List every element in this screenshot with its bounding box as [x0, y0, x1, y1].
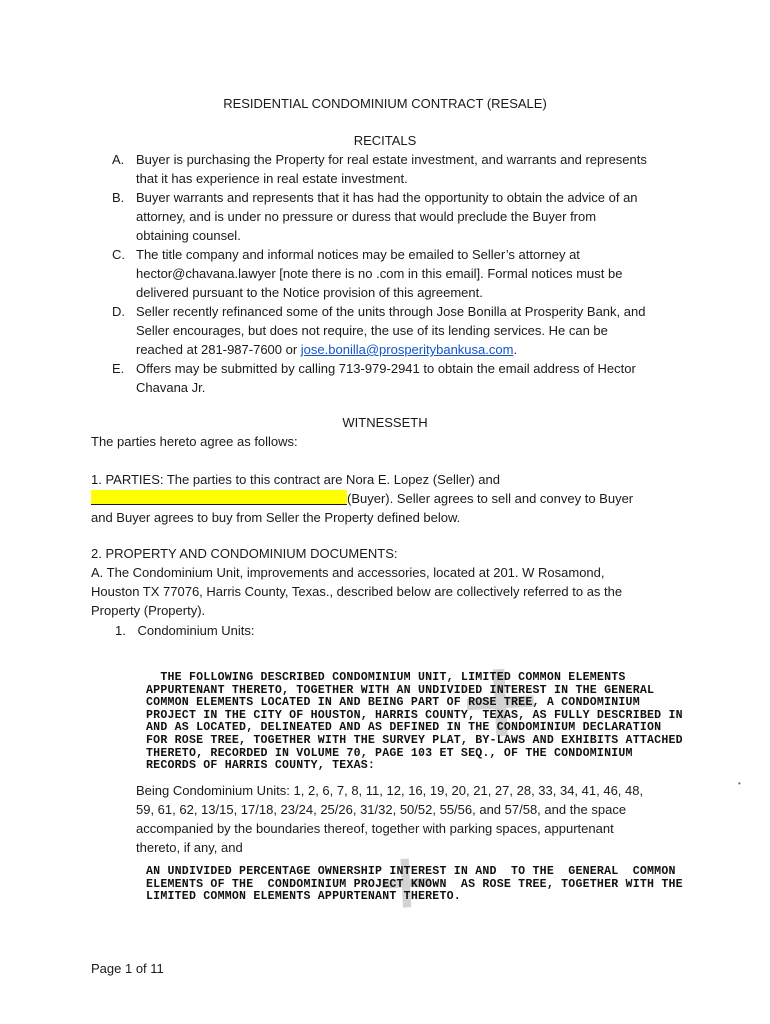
parties-section [91, 470, 691, 527]
recital-line: that it has experience in real estate investment. [136, 171, 408, 186]
recitals-list [112, 150, 692, 397]
page-number: Page 1 of 11 [91, 961, 164, 976]
email-link[interactable]: jose.bonilla@prosperitybankusa.com [300, 342, 514, 357]
recital-line: hector@chavana.lawyer [note there is no .com in this email]. Formal notices must be [136, 266, 623, 281]
recital-line: Buyer warrants and represents that it has had the opportunity to obtain the advice of an [136, 190, 638, 205]
witnesseth-heading: WITNESSETH [342, 415, 428, 430]
buyer-name-blank[interactable] [91, 490, 347, 505]
property-line: Property (Property). [91, 603, 206, 618]
units-paragraph [136, 781, 681, 857]
recital-letter: B. [112, 190, 125, 205]
recital-line: delivered pursuant to the Notice provision of this agreement. [136, 285, 483, 300]
sub-number: 1. [115, 623, 126, 638]
property-heading: 2. PROPERTY AND CONDOMINIUM DOCUMENTS: [91, 546, 398, 561]
recital-letter: C. [112, 247, 125, 262]
recital-text [136, 302, 692, 359]
units-line: Being Condominium Units: 1, 2, 6, 7, 8, 11, 12, 16, 19, 20, 21, 27, 28, 33, 34, 41, 46, 48, [136, 783, 644, 798]
recital-line: Offers may be submitted by calling 713-979-2941 to obtain the email address of Hector [136, 361, 636, 376]
scanned-interest-description: AN UNDIVIDED PERCENTAGE OWNERSHIP INTEREST IN AND TO THE GENERAL COMMON ELEMENTS OF THE CONDOMINIUM PROJECT KNOWN AS ROSE TREE, TOGETHER WITH THE LIMITED COMMON ELEMENTS APPURTENANT THERETO. [146, 865, 683, 904]
recital-text [136, 359, 692, 397]
watermark-stamp: ✕ [362, 839, 452, 929]
property-line: Houston TX 77076, Harris County, Texas., described below are collectively referred to as the [91, 584, 623, 599]
recital-line-suffix: . [513, 342, 518, 357]
sub-label: Condominium Units: [137, 623, 255, 638]
watermark-stamp: ✕ [440, 643, 563, 765]
recital-item-c [112, 245, 692, 302]
property-line: A. The Condominium Unit, improvements and accessories, located at 201. W Rosamond, [91, 565, 605, 580]
recital-letter: D. [112, 304, 125, 319]
recitals-heading: RECITALS [353, 133, 417, 148]
parties-line: and Buyer agrees to buy from Seller the Property defined below. [91, 510, 461, 525]
recital-text [136, 245, 692, 302]
recital-text [136, 150, 692, 188]
scanned-legal-description: THE FOLLOWING DESCRIBED CONDOMINIUM UNIT, LIMITED COMMON ELEMENTS APPURTENANT THERETO, TOGETHER WITH AN UNDIVIDED INTEREST IN THE GENERAL COMMON ELEMENTS LOCATED IN AND BEING PART OF ROSE TREE, A CONDOMINIUM PROJECT IN THE CITY OF HOUSTON, HARRIS COUNTY, TEXAS, AS FULLY DESCRIBED IN AND AS LOCATED, DELINEATED AND AS DEFINED IN THE CONDOMINIUM DECLARATION FOR ROSE TREE, TOGETHER WITH THE SURVEY PLAT, BY-LAWS AND EXHIBITS ATTACHED THERETO, RECORDED IN VOLUME 70, PAGE 103 ET SEQ., OF THE CONDOMINIUM RECORDS OF HARRIS COUNTY, TEXAS: [146, 671, 683, 773]
recital-item-a [112, 150, 692, 188]
units-line: thereto, if any, and [136, 840, 243, 855]
recital-line: Buyer is purchasing the Property for real estate investment, and warrants and represents [136, 152, 647, 167]
agree-paragraph: The parties hereto agree as follows: [91, 434, 298, 449]
recital-letter: E. [112, 361, 125, 376]
recital-item-e [112, 359, 692, 397]
property-section [91, 544, 691, 620]
parties-line: 1. PARTIES: The parties to this contract are Nora E. Lopez (Seller) and [91, 472, 500, 487]
parties-buyer-text: (Buyer). Seller agrees to sell and convey to Buyer [347, 491, 634, 506]
recital-letter: A. [112, 152, 125, 167]
parties-line [91, 489, 691, 508]
recital-line: Seller recently refinanced some of the units through Jose Bonilla at Prosperity Bank, and [136, 304, 646, 319]
recital-line-prefix: reached at 281-987-7600 or [136, 342, 301, 357]
recital-item-d [112, 302, 692, 359]
recital-text [136, 188, 692, 245]
units-line: 59, 61, 62, 13/15, 17/18, 23/24, 25/26, 31/32, 50/52, 55/56, and 57/58, and the space [136, 802, 627, 817]
recital-line: obtaining counsel. [136, 228, 241, 243]
recital-line: The title company and informal notices may be emailed to Seller’s attorney at [136, 247, 580, 262]
scan-mark: • [738, 779, 741, 788]
recital-line: attorney, and is under no pressure or duress that would preclude the Buyer from [136, 209, 597, 224]
recital-line: Seller encourages, but does not require, the use of its lending services. He can be [136, 323, 608, 338]
condominium-units-subheading [115, 621, 255, 640]
units-line: accompanied by the boundaries thereof, together with parking spaces, appurtenant [136, 821, 614, 836]
recital-line: Chavana Jr. [136, 380, 206, 395]
document-title: RESIDENTIAL CONDOMINIUM CONTRACT (RESALE) [223, 96, 547, 111]
recital-item-b [112, 188, 692, 245]
